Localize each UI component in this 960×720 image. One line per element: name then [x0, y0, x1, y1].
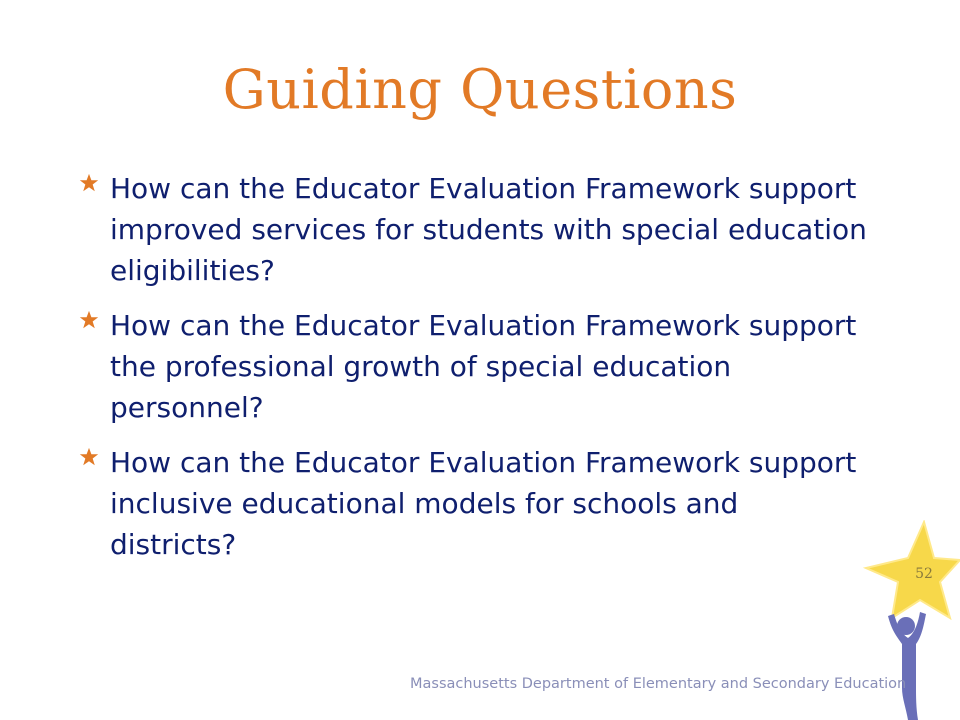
star-icon	[78, 309, 100, 331]
star-icon	[78, 172, 100, 194]
bullet-item	[78, 442, 868, 565]
bullet-item	[78, 305, 868, 428]
bullet-list	[78, 168, 868, 579]
bullet-text: How can the Educator Evaluation Framework support improved services for students with special education eligibilities?	[110, 172, 867, 287]
slide-footer: Massachusetts Department of Elementary and Secondary Education	[410, 676, 907, 692]
slide-title: Guiding Questions	[222, 58, 738, 121]
page-number: 52	[915, 566, 933, 582]
bullet-item	[78, 168, 868, 291]
bullet-text: How can the Educator Evaluation Framework support inclusive educational models for schools and districts?	[110, 446, 857, 561]
bullet-text: How can the Educator Evaluation Framework support the professional growth of special education personnel?	[110, 309, 857, 424]
star-icon	[78, 446, 100, 468]
